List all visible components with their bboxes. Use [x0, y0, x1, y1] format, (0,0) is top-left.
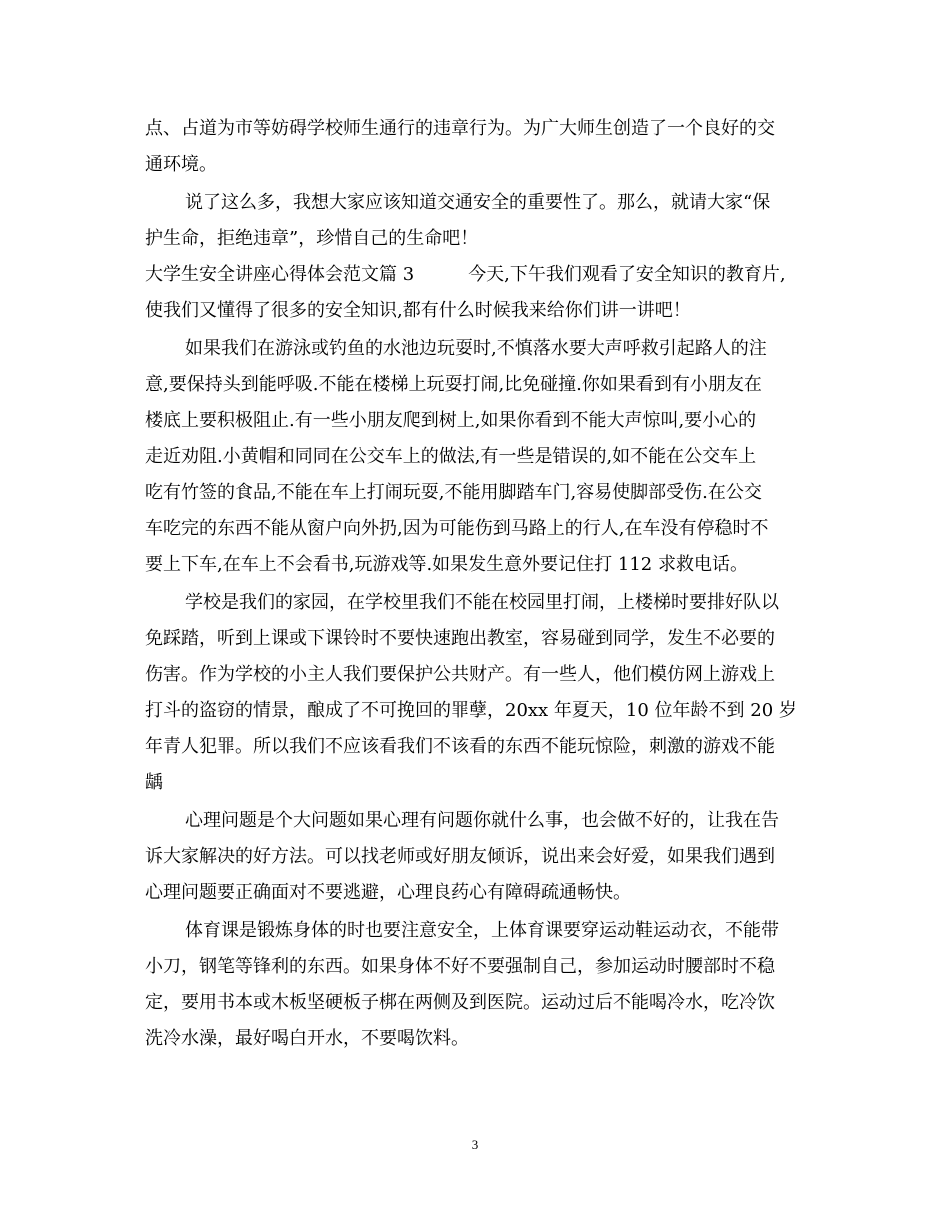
body-line: 打斗的盗窃的情景，酿成了不可挽回的罪孽，20xx 年夏天，10 位年龄不到 20 岁	[145, 700, 797, 721]
paragraph-first-line: 如果我们在游泳或钓鱼的水池边玩耍时,不慎落水要大声呼救引起路人的注	[185, 338, 767, 359]
body-line: 洗冷水澡，最好喝白开水，不要喝饮料。	[145, 1028, 469, 1049]
body-line: 伤害。作为学校的小主人我们要保护公共财产。有一些人，他们模仿网上游戏上	[145, 664, 775, 685]
paragraph-first-line: 说了这么多，我想大家应该知道交通安全的重要性了。那么，就请大家“保	[185, 192, 771, 213]
body-line: 心理问题要正确面对不要逃避，心理良药心有障碍疏通畅快。	[145, 882, 631, 903]
section-heading: 大学生安全讲座心得体会范文篇 3	[145, 264, 415, 285]
body-line: 龋	[145, 772, 163, 793]
body-line: 年青人犯罪。所以我们不应该看我们不该看的东西不能玩惊险，刺激的游戏不能	[145, 736, 775, 757]
document-body	[145, 111, 807, 1057]
body-line: 通环境。	[145, 154, 217, 175]
body-line: 意,要保持头到能呼吸.不能在楼梯上玩耍打闹,比免碰撞.你如果看到有小朋友在	[145, 374, 762, 395]
paragraph-first-line: 心理问题是个大问题如果心理有问题你就什么事，也会做不好的，让我在告	[185, 810, 779, 831]
body-line: 点、占道为市等妨碍学校师生通行的违章行为。为广大师生创造了一个良好的交	[145, 118, 775, 139]
body-line: 要上下车,在车上不会看书,玩游戏等.如果发生意外要记住打 112 求救电话。	[145, 554, 748, 575]
paragraph-first-line: 体育课是锻炼身体的时也要注意安全，上体育课要穿运动鞋运动衣，不能带	[185, 920, 779, 941]
body-text: 今天,下午我们观看了安全知识的教育片,	[468, 264, 786, 285]
body-line: 吃有竹签的食品,不能在车上打闹玩耍,不能用脚踏车门,容易使脚部受伤.在公交	[145, 482, 762, 503]
page-number: 3	[471, 1137, 479, 1152]
section-heading-line	[145, 257, 807, 293]
body-line: 车吃完的东西不能从窗户向外扔,因为可能伤到马路上的行人,在车没有停稳时不	[145, 518, 769, 539]
body-line: 小刀，钢笔等锋利的东西。如果身体不好不要强制自己，参加运动时腰部时不稳	[145, 956, 775, 977]
body-line: 护生命，拒绝违章”，珍惜自己的生命吧！	[145, 228, 479, 249]
body-line: 走近劝阻.小黄帽和同同在公交车上的做法,有一些是错误的,如不能在公交车上	[145, 446, 757, 467]
body-line: 楼底上要积极阻止.有一些小朋友爬到树上,如果你看到不能大声惊叫,要小心的	[145, 410, 757, 431]
body-line: 使我们又懂得了很多的安全知识,都有什么时候我来给你们讲一讲吧！	[145, 300, 691, 321]
paragraph-first-line: 学校是我们的家园，在学校里我们不能在校园里打闹，上楼梯时要排好队以	[185, 592, 779, 613]
body-line: 诉大家解决的好方法。可以找老师或好朋友倾诉，说出来会好爱，如果我们遇到	[145, 846, 775, 867]
body-line: 定，要用书本或木板坚硬板子梆在两侧及到医院。运动过后不能喝冷水，吃冷饮	[145, 992, 775, 1013]
body-line: 免踩踏，听到上课或下课铃时不要快速跑出教室，容易碰到同学，发生不必要的	[145, 628, 775, 649]
